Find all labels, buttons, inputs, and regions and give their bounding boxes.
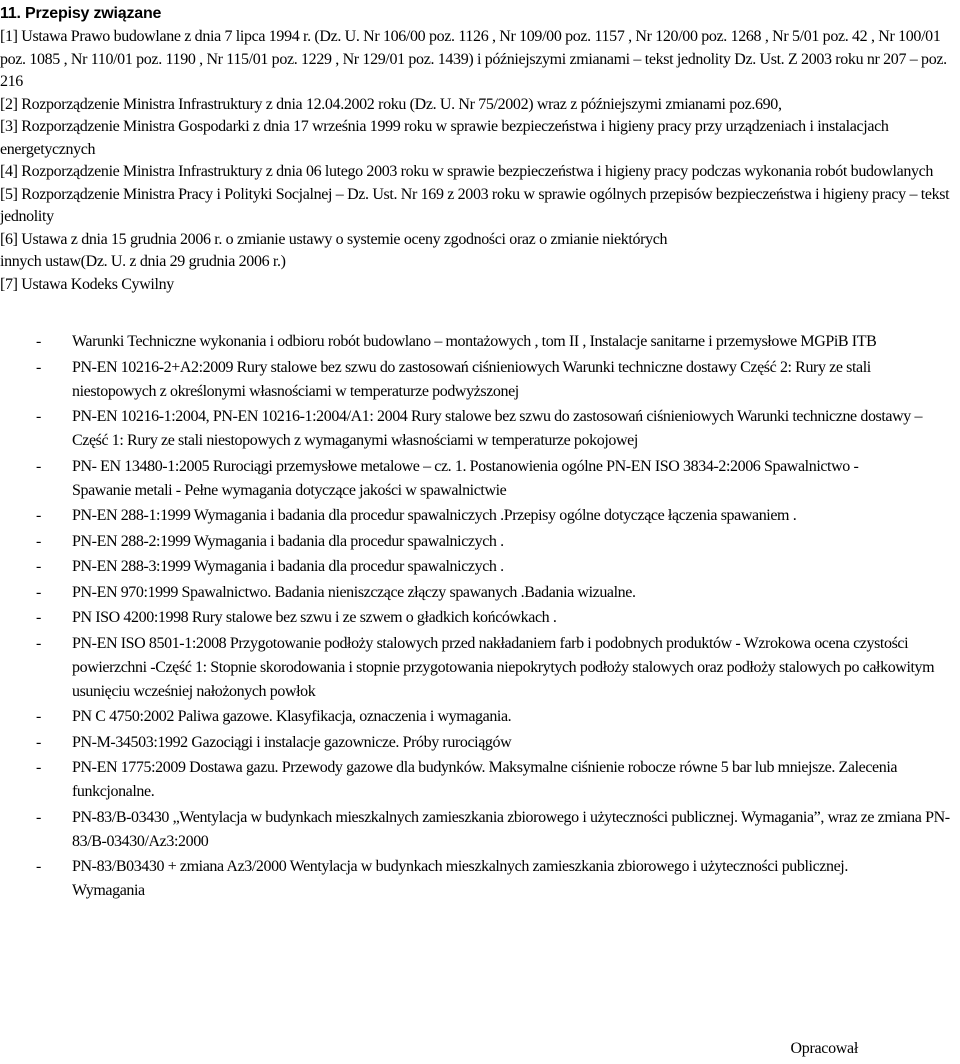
standard-text: PN-M-34503:1992 Gazociągi i instalacje gazownicze. Próby rurociągów — [72, 733, 512, 751]
reference-item: [6] Ustawa z dnia 15 grudnia 2006 r. o zmianie ustawy o systemie oceny zgodności oraz o zmianie niektórych innych ustaw(Dz. U. z dnia 29 grudnia 2006 r.) — [0, 230, 668, 270]
list-item — [0, 606, 958, 630]
list-item — [0, 855, 958, 903]
references-list — [0, 26, 958, 296]
list-dash: - — [36, 759, 41, 776]
list-item — [0, 632, 958, 704]
list-dash: - — [36, 532, 41, 550]
standard-text: PN ISO 4200:1998 Rury stalowe bez szwu i ze szwem o gładkich końcówkach . — [72, 609, 557, 626]
standard-text: PN-EN 288-3:1999 Wymagania i badania dla procedur spawalniczych . — [72, 558, 504, 575]
list-dash: - — [36, 733, 41, 751]
list-dash: - — [36, 457, 41, 475]
standard-text: PN-EN 970:1999 Spawalnictwo. Badania nieniszczące złączy spawanych .Badania wizualne. — [72, 583, 636, 601]
reference-item: [5] Rozporządzenie Ministra Pracy i Polityki Socjalnej – Dz. Ust. Nr 169 z 2003 roku w sprawie ogólnych przepisów bezpieczeństwa i higieny pracy – tekst jednolity — [0, 185, 950, 225]
list-dash: - — [36, 408, 41, 425]
standard-text: PN-EN 1775:2009 Dostawa gazu. Przewody gazowe dla budynków. Maksymalne ciśnienie robocze równe 5 bar lub mniejsze. Zalecenia funkcjonalne. — [72, 759, 898, 800]
standard-text: PN- EN 13480-1:2005 Rurociągi przemysłowe metalowe – cz. 1. Postanowienia ogólne PN-EN ISO 3834-2:2006 Spawalnictwo - Spawanie metali - Pełne wymagania dotyczące jakości w spawalnictwie — [72, 457, 859, 499]
list-dash: - — [36, 558, 41, 575]
list-item — [0, 581, 958, 605]
list-item — [0, 330, 958, 354]
list-dash: - — [36, 808, 41, 826]
list-dash: - — [36, 708, 41, 725]
standards-list — [0, 330, 958, 903]
signature-label: Opracował — [790, 1040, 858, 1057]
list-item — [0, 405, 958, 453]
standard-text: PN C 4750:2002 Paliwa gazowe. Klasyfikacja, oznaczenia i wymagania. — [72, 708, 512, 725]
list-item — [0, 356, 958, 404]
list-item — [0, 756, 958, 804]
list-dash: - — [36, 358, 41, 376]
standard-text: PN-EN 10216-1:2004, PN-EN 10216-1:2004/A1: 2004 Rury stalowe bez szwu do zastosowań ciśnieniowych Warunki techniczne dostawy – Część 1: Rury ze stali niestopowych z wymaganymi własnościami w temperaturze pokojowej — [72, 408, 923, 449]
reference-item: [1] Ustawa Prawo budowlane z dnia 7 lipca 1994 r. (Dz. U. Nr 106/00 poz. 1126 , Nr 109/00 poz. 1157 , Nr 120/00 poz. 1268 , Nr 5/01 poz. 42 , Nr 100/01 poz. 1085 , Nr 110/01 poz. 1190 , Nr 115/01 poz. 1229 , Nr 129/01 poz. 1439) i późniejszymi zmianami – tekst jednolity Dz. Ust. Z 2003 roku nr 207 – poz. 216 — [0, 28, 947, 90]
list-dash: - — [36, 858, 41, 875]
standard-text: PN-EN ISO 8501-1:2008 Przygotowanie podłoży stalowych przed nakładaniem farb i podobnych produktów - Wzrokowa ocena czystości powierzchni -Część 1: Stopnie skorodowania i stopnie przygotowania niepokrytych podłoży stalowych oraz podłoży stalowych po całkowitym usunięciu wcześniej nałożonych powłok — [72, 634, 935, 700]
list-item — [0, 455, 958, 503]
list-dash: - — [36, 333, 41, 350]
list-item — [0, 705, 958, 729]
list-item — [0, 504, 958, 528]
list-dash: - — [36, 507, 41, 524]
standard-text: PN-EN 288-2:1999 Wymagania i badania dla procedur spawalniczych . — [72, 532, 504, 550]
reference-item: [2] Rozporządzenie Ministra Infrastruktury z dnia 12.04.2002 roku (Dz. U. Nr 75/2002) wraz z późniejszymi zmianami poz.690, — [0, 95, 782, 113]
reference-item: [7] Ustawa Kodeks Cywilny — [0, 275, 174, 293]
standard-text: PN-EN 10216-2+A2:2009 Rury stalowe bez szwu do zastosowań ciśnieniowych Warunki techniczne dostawy Część 2: Rury ze stali niestopowych z określonymi własnościami w temperaturze podwyższonej — [72, 358, 871, 400]
reference-item: [3] Rozporządzenie Ministra Gospodarki z dnia 17 września 1999 roku w sprawie bezpieczeństwa i higieny pracy przy urządzeniach i instalacjach energetycznych — [0, 118, 889, 158]
reference-item: [4] Rozporządzenie Ministra Infrastruktury z dnia 06 lutego 2003 roku w sprawie bezpieczeństwa i higieny pracy podczas wykonania robót budowlanych — [0, 163, 934, 180]
section-title: 11. Przepisy związane — [0, 5, 162, 22]
standard-text: Warunki Techniczne wykonania i odbioru robót budowlano – montażowych , tom II , Instalacje sanitarne i przemysłowe MGPiB ITB — [72, 333, 877, 350]
list-item — [0, 731, 958, 755]
standard-text: PN-EN 288-1:1999 Wymagania i badania dla procedur spawalniczych .Przepisy ogólne dotyczące łączenia spawaniem . — [72, 507, 797, 524]
standard-text: PN-83/B03430 + zmiana Az3/2000 Wentylacja w budynkach mieszkalnych zamieszkania zbiorowego i użyteczności publicznej. Wymagania — [72, 858, 848, 899]
list-dash: - — [36, 609, 41, 626]
list-item — [0, 530, 958, 554]
list-item — [0, 555, 958, 579]
list-dash: - — [36, 583, 41, 601]
list-item — [0, 806, 958, 854]
list-dash: - — [36, 634, 41, 652]
standard-text: PN-83/B-03430 „Wentylacja w budynkach mieszkalnych zamieszkania zbiorowego i użyteczności publicznej. Wymagania”, wraz ze zmiana PN-83/B-03430/Az3:2000 — [72, 808, 950, 850]
